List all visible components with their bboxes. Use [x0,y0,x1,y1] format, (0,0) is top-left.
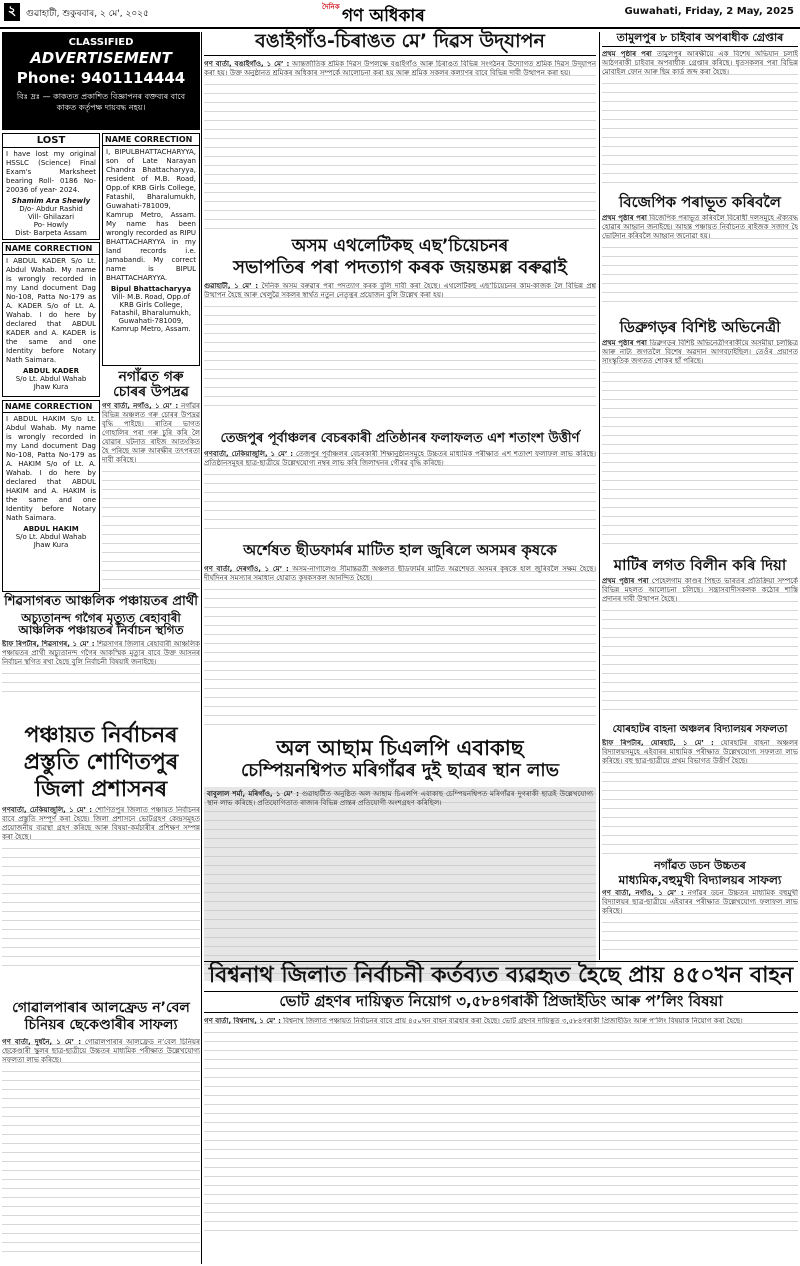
tezpur-dateline: গণবাৰ্তা, ঢেকিয়াজুলি, ১ মে’ : [204,449,294,458]
classified-box [2,32,200,130]
nc1-body: I, BIPULBHATTACHARYYA, son of Late Narayan Chandra Bhattacharyya, resident of M.B. Road, Opp.of KRB Girls College, Fatashil, Bharalumukh, Guwahati-781009, Kamrup Metro, Assam. My name has been wrongly recorded as RIPU BHATTACHARYYA in my land records i.e. Jamabandi. My correct name is BIPUL BHATTACHARYYA. [106,148,196,282]
ncc-dateline: বাবুলাল শৰ্মা, মৰিগাঁও, ১ মে’ : [207,789,299,798]
classified-line2: ADVERTISEMENT [30,49,172,67]
sonitpur-body: শোণিতপুৰ জিলাত পঞ্চায়ত নিৰ্বাচনৰ বাবে প্ৰস্তুতি সম্পূৰ্ণ কৰা হৈছে। জিলা প্ৰশাসনে ভোটগ্ৰহণ কেন্দ্ৰসমূহত প্ৰয়োজনীয় ব্যৱস্থা গ্ৰহণ কৰিছে আৰু বিষয়া-কৰ্মচাৰীৰ প্ৰশিক্ষণ সম্পন্ন কৰা হৈছে। [2,806,200,841]
nagaon-school-title2: মাধ্যমিক,বহুমুখী বিদ্যালয়ৰ সাফল্য [618,872,782,887]
biswanath-subtitle: ভোট গ্ৰহণৰ দায়িত্বত নিয়োগ ৩,৫৮৪গৰাকী প্ৰিজাইডিং আৰু প’লিং বিষয়া [204,991,798,1013]
article-jorhat [602,725,798,857]
dibrugarh-dateline: প্ৰথম পৃষ্ঠাৰ পৰা [602,338,647,347]
nagaon-cow-title: নগাঁৱত গৰু চোৰৰ উপদ্ৰৱ [113,369,189,400]
nc2-address: S/o Lt. Abdul Wahab Jhaw Kura [15,375,87,391]
logo-main: গণ অধিকাৰ [342,6,425,26]
article-nagaon-cow [102,370,200,592]
classified-phone: Phone: 9401114444 [16,69,186,87]
article-nagaon-school [602,860,798,960]
nc1-name: Bipul Bhattacharyya [110,285,192,293]
athletics-dateline: গুৱাহাটী, ১ মে’ : [204,281,259,290]
nagaon-school-dateline: গণ বাৰ্তা, নগাঁও, ১ মে’ : [602,889,684,898]
fish-dateline: গণ বাৰ্তা, দেৰগাঁও, ১ মে’ : [204,564,289,573]
soil-title: মাটিৰ লগত বিলীন কৰি দিয়া [613,556,787,574]
athletics-subtitle: সভাপতিৰ পৰা পদত্যাগ কৰক জয়ন্তমল্ল বৰুৱাই [233,256,567,278]
bongaigaon-title: বঙাইগাঁও-চিৰাঙত মে’ দিৱস উদ্‌যাপন [204,32,596,56]
biswanath-title: বিশ্বনাথ জিলাত নিৰ্বাচনী কৰ্তব্যত ব্যৱহৃত হৈছে প্ৰায় ৪৫০খন বাহন [208,963,794,988]
article-biswanath [204,964,798,1264]
tezpur-body: তেজপুৰ পূৰ্বাঞ্চলৰ বেচৰকাৰী শিক্ষানুষ্ঠানসমূহে উচ্চতৰ মাধ্যমিক পৰীক্ষাত এশ শতাংশ ফলাফল লাভ কৰিছে। প্ৰতিষ্ঠানসমূহৰ ছাত্ৰ-ছাত্ৰীয়ে উল্লেখযোগ্য নম্বৰ লাভ কৰি জিলাখনৰ গৌৰৱ বৃদ্ধি কৰিছে। [204,449,596,467]
nc3-name: ABDUL HAKIM [23,525,79,533]
article-goalpara [2,1000,200,1264]
logo-top: দৈনিক [322,3,340,11]
tamulpur-body: তামুলপুৰ আৰক্ষীয়ে এক বিশেষ অভিযান চলাই আঠগৰাকী চাইবাৰ অপৰাধীক গ্ৰেপ্তাৰ কৰিছে। ধৃতসকলৰ পৰা বিভিন্ন মোবাইল ফোন আৰু ছিম কাৰ্ড জব্দ কৰা হৈছে। [602,49,798,76]
lost-title: LOST [3,134,99,148]
goalpara-body: গোৱালপাৰাৰ আলফ্ৰেড ন’বেল চিনিয়ৰ ছেকেণ্ডাৰী স্কুলৰ ছাত্ৰ-ছাত্ৰীয়ে উচ্চতৰ মাধ্যমিক পৰীক্ষাত উল্লেখযোগ্য সফলতা লাভ কৰিছে। [2,1038,200,1064]
bjp-body: বিজেপিক পৰাভূত কৰিবলৈ বিৰোধী দলসমূহে ঐক্যবদ্ধ হোৱাৰ আহ্বান জনাইছে। আহন্ত পঞ্চায়ত নিৰ্বাচনত ৰাইজক সজাগ হৈ ভোটদান কৰিবলৈ আহ্বান জনোৱা হয়। [602,213,798,240]
article-ncc [204,737,596,999]
bjp-dateline: প্ৰথম পৃষ্ঠাৰ পৰা [602,213,647,222]
page-number: ২ [4,3,20,21]
nc1-address: Vill- M.B. Road, Opp.of KRB Girls College, Fatashil, Bharalumukh, Guwahati-781009, Kamrup Metro, Assam. [110,293,192,333]
lost-address: D/o- Abdur Rashid Vill- Ghilazari Po- Howly Dist- Barpeta Assam [15,205,87,237]
goalpara-dateline: গণ বাৰ্তা, দুধনৈ, ১ মে’ : [2,1038,82,1046]
nc2-name: ABDUL KADER [23,367,79,375]
classified-notice: বিঃ দ্ৰঃ — কাকতত প্ৰকাশিত বিজ্ঞাপনৰ বক্তব্যৰ বাবে কাকত কৰ্তৃপক্ষ দায়বদ্ধ নহয়। [16,92,186,112]
biswanath-body: বিশ্বনাথ জিলাত পঞ্চায়ত নিৰ্বাচনৰ বাবে প্ৰায় ৪৫০খন বাহন ব্যৱহাৰ কৰা হৈছে। ভোট গ্ৰহণৰ দায়িত্বত ৩,৫৮৪গৰাকী প্ৰিজাইডিং আৰু প’লিং বিষয়াক নিয়োগ কৰা হৈছে। [283,1016,743,1025]
nagaon-school-body: নগাঁৱৰ ডচন উচ্চতৰ মাধ্যমিক বহুমুখী বিদ্যালয়ৰ ছাত্ৰ-ছাত্ৰীয়ে এইবাৰৰ পৰীক্ষাত উল্লেখযোগ্য ফলাফল লাভ কৰিছে। [602,889,798,916]
lost-body: I have lost my original HSSLC (Science) Final Exam's Marksheet bearing Roll- 0186 No- 20036 of year- 2024. [6,150,96,194]
article-dibrugarh [602,320,798,555]
soil-body: পেহেলগাম কাণ্ডৰ পিছত ভাৰতৰ প্ৰতিক্ৰিয়া সম্পৰ্কে বিভিন্ন মহলত আলোচনা চলিছে। সন্ত্ৰাসবাদীসকলক কঠোৰ শাস্তি প্ৰদানৰ দাবী উত্থাপন হৈছে। [602,576,798,603]
soil-dateline: প্ৰথম পৃষ্ঠাৰ পৰা [602,576,649,585]
ncc-title1: অল আছাম চিএলপি এবাকাছ [276,736,524,760]
sivasagar-subtitle: অচ্যুতানন্দ গগৈৰ মৃত্যুত ৰেহাবাৰী আঞ্চলিক পঞ্চায়তৰ নিৰ্বাচন স্থগিত [18,610,184,638]
name-correction-2 [2,242,100,397]
nc2-body: I ABDUL KADER S/o Lt. Abdul Wahab. My name is wrongly recorded in my Land document Dag No-108, Patta No-179 as A. KADER S/o of Lt. A. Wahab. I do here by declared that ABDUL KADER and A. KADER is the same and one Identity before Notary Nath Saimara. [6,257,96,364]
tamulpur-dateline: প্ৰথম পৃষ্ঠাৰ পৰা [602,49,652,58]
lost-notice [2,133,100,240]
nagaon-school-title1: নগাঁৱত ডচন উচ্চতৰ [654,859,746,872]
nc3-title: NAME CORRECTION [3,401,99,413]
fish-body: অসম-নাগালেণ্ড সীমান্তৱৰ্তী অঞ্চলত ছীডফাৰ্মৰ মাটিত অৱশেষত অসমৰ কৃষকে হাল জুৰিবলৈ সক্ষম হৈছে। দীৰ্ঘদিনৰ সমস্যাৰ সমাধান হোৱাত কৃষকসকল আনন্দিত হৈছে। [204,564,596,582]
nagaon-cow-body: নগাঁৱৰ বিভিন্ন অঞ্চলত গৰু চোৰৰ উপদ্ৰৱ বৃদ্ধি পাইছে। ৰাতিৰ ভাগত গোহালিৰ পৰা গৰু চুৰি কৰি লৈ যোৱাৰ ঘটনাত ৰাইজ আতংকিত হৈ পৰিছে আৰু আৰক্ষীৰ তৎপৰতা দাবী কৰিছে। [102,402,200,465]
date-right: Guwahati, Friday, 2 May, 2025 [624,6,794,17]
bongaigaon-dateline: গণ বাৰ্তা, বঙাইগাঁও, ১ মে’ : [204,59,290,68]
nc3-address: S/o Lt. Abdul Wahab Jhaw Kura [15,533,87,549]
sonitpur-title: পঞ্চায়ত নিৰ্বাচনৰ প্ৰস্তুতি শোণিতপুৰ জিলা প্ৰশাসনৰ [23,723,179,802]
fish-title: অৰ্শেষত ছীডফাৰ্মৰ মাটিত হাল জুৰিলে অসমৰ কৃষকে [243,541,557,559]
article-sivasagar [2,595,200,719]
nc1-title: NAME CORRECTION [103,134,199,146]
goalpara-title: গোৱালপাৰাৰ আলফ্ৰেড ন’বেল চিনিয়ৰ ছেকেণ্ডাৰীৰ সাফল্য [12,1000,190,1033]
dibrugarh-body: ডিব্ৰুগড়ৰ বিশিষ্ট অভিনেত্ৰীগৰাকীয়ে অসমীয়া চলচ্চিত্ৰ আৰু নাট্য জগতলৈ বিশেষ অৱদান আগবঢ়াইছিল। তেওঁৰ প্ৰয়াণত সাংস্কৃতিক জগতত শোকৰ ছাঁ পৰিছে। [602,338,798,365]
lost-name: Shamim Ara Shewly [11,197,91,205]
sonitpur-dateline: গণবাৰ্তা, ঢেকিয়াজুলি, ১ মে’ : [2,806,92,814]
classified-line1: CLASSIFIED [68,37,134,48]
article-bjp [602,195,798,315]
jorhat-body: যোৰহাটৰ বাহনা অঞ্চলৰ বিদ্যালয়সমূহে এইবাৰৰ মাধ্যমিক পৰীক্ষাত উল্লেখযোগ্য সফলতা লাভ কৰিছে। বহু ছাত্ৰ-ছাত্ৰীয়ে প্ৰথম বিভাগত উত্তীৰ্ণ হৈছে। [602,738,798,765]
article-fish [204,543,596,733]
athletics-title: অসম এথলেটিকছ এছ’চিয়েচনৰ [291,236,509,256]
athletics-body: দৈনিক অসম বৰুৱাৰ পৰা পদত্যাগ কৰক বুলি দাবী কৰা হৈছে। এথলেটিকছ এছ’চিয়েচনৰ কাম-কাজক লৈ বিভিন্ন প্ৰশ্ন উত্থাপন হৈছে আৰু খেলুৱৈ সকলৰ স্বাৰ্থত নতুন নেতৃত্বৰ প্ৰয়োজন বুলি উল্লেখ কৰা হয়। [204,281,596,299]
tamulpur-title: তামুলপুৰ ৮ চাইবাৰ অপৰাধীক গ্ৰেপ্তাৰ [602,32,798,47]
logo [318,1,488,25]
masthead [0,0,800,26]
nagaon-cow-dateline: গণ বাৰ্তা, নগাঁও, ১ মে’ : [102,402,179,411]
sivasagar-body: শিৱসাগৰ জিলাৰ ৰেহাবাৰী আঞ্চলিক পঞ্চায়তৰ প্ৰাৰ্থী অচ্যুতানন্দ গগৈৰ আকস্মিক মৃত্যুৰ বাবে উক্ত আসনৰ নিৰ্বাচন স্থগিত ৰখা হৈছে বুলি নিৰ্বাচনী বিষয়াই জনাইছে। [2,639,200,666]
article-tamulpur [602,32,798,192]
jorhat-dateline: ষ্টাফ ৰিপৰ্টাৰ, যোৰহাট, ১ মে’ : [602,738,714,747]
sivasagar-dateline: ষ্টাফ ৰিপৰ্টাৰ, শিৱসাগৰ, ১ মে’ : [2,639,95,648]
ncc-title2: চেম্পিয়নশ্বিপত মৰিগাঁৱৰ দুই ছাত্ৰৰ স্থান লাভ [240,760,560,782]
biswanath-dateline: গণ বাৰ্তা, বিশ্বনাথ, ১ মে’ : [204,1016,281,1025]
nc2-title: NAME CORRECTION [3,243,99,255]
jorhat-title: যোৰহাটৰ বাহনা অঞ্চলৰ বিদ্যালয়ৰ সফলতা [612,724,788,735]
ncc-body: গুৱাহাটীত অনুষ্ঠিত অল আছাম চিএলপি এবাকাছ চেম্পিয়নশ্বিপত মৰিগাঁৱৰ দুগৰাকী ছাত্ৰই উল্লেখযোগ্য স্থান লাভ কৰিছে। প্ৰতিযোগিতাত ৰাজ্যৰ বিভিন্ন প্ৰান্তৰ প্ৰতিযোগী অংশগ্ৰহণ কৰিছিল। [207,789,593,807]
dibrugarh-title: ডিব্ৰুগড়ৰ বিশিষ্ট অভিনেত্ৰী [619,318,781,336]
date-left: গুৱাহাটী, শুকুৰবাৰ, ২ মে', ২০২৫ [26,9,149,19]
article-soil [602,558,798,723]
article-tezpur [204,432,596,540]
article-bongaigaon [204,32,596,232]
nc3-body: I ABDUL HAKIM S/o Lt. Abdul Wahab. My name is wrongly recorded in my Land document Dag No-108, Patta No-179 as A. HAKIM S/o of Lt. A. Wahab. I do here by declared that ABDUL HAKIM and A. HAKIM is the same and one Identity before Notary Nath Saimara. [6,415,96,522]
bjp-title: বিজেপিক পৰাভূত কৰিবলৈ [619,193,781,211]
bongaigaon-body: আন্তৰ্জাতিক শ্ৰমিক দিৱস উপলক্ষে বঙাইগাঁও আৰু চিৰাঙত বিভিন্ন সংগঠনৰ উদ্যোগত শ্ৰমিক দিৱস উদ্‌যাপন কৰা হয়। উক্ত অনুষ্ঠানত শ্ৰমিকৰ অধিকাৰ সম্পৰ্কে আলোচনা কৰা হয় আৰু শ্ৰমিক সকলৰ কল্যাণৰ বাবে বিভিন্ন দাবী উত্থাপন কৰা হয়। [204,59,596,77]
article-sonitpur [2,722,200,997]
tezpur-title: তেজপুৰ পূৰ্বাঞ্চলৰ বেচৰকাৰী প্ৰতিষ্ঠানৰ ফলাফলত এশ শতাংশ উত্তীৰ্ণ [220,431,580,446]
name-correction-1 [102,133,200,366]
sivasagar-title: শিৱসাগৰত আঞ্চলিক পঞ্চায়তৰ প্ৰাৰ্থী [4,594,198,609]
name-correction-3 [2,400,100,592]
article-athletics [204,238,596,430]
